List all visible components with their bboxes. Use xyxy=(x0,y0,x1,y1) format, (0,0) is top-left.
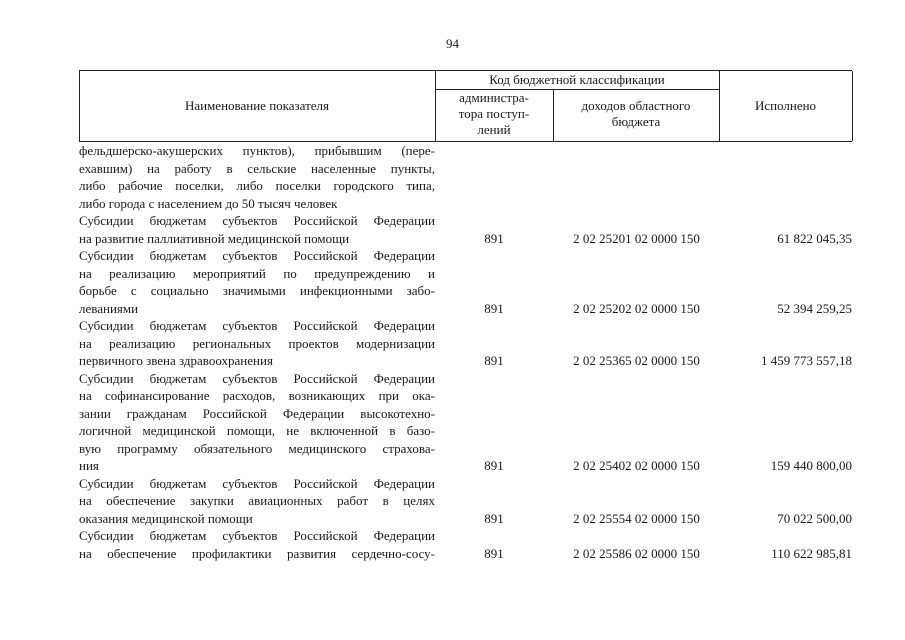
admin-code: 891 xyxy=(484,545,504,561)
header-executed-column: Исполнено xyxy=(754,98,817,113)
table-header xyxy=(79,70,852,142)
income-code: 2 02 25365 02 0000 150 xyxy=(573,353,700,368)
income-code: 2 02 25554 02 0000 150 xyxy=(573,510,700,526)
page-number: 94 xyxy=(446,36,459,51)
indicator-name: Субсидии бюджетам субъектов Российской Федерации на обеспечение закупки авиационных работ в целях оказания медицинской помощи xyxy=(79,475,435,526)
executed-amount: 159 440 800,00 xyxy=(770,458,852,473)
header-kbk-group: Код бюджетной классификации xyxy=(489,72,665,87)
income-code: 2 02 25402 02 0000 150 xyxy=(573,458,700,473)
income-code: 2 02 25201 02 0000 150 xyxy=(573,230,700,246)
header-income-column: доходов областного бюджета xyxy=(581,98,691,129)
header-name-column: Наименование показателя xyxy=(184,98,330,113)
admin-code: 891 xyxy=(484,510,504,526)
admin-code: 891 xyxy=(484,458,504,473)
header-admin-column: администра- тора поступ- лений xyxy=(458,90,530,137)
indicator-name: фельдшерско-акушерских пунктов), прибывшим (пере- ехавшим) на работу в сельские населенные пункты, либо рабочие поселки, либо поселки городского типа, либо города с населением до 50 тысяч человек xyxy=(79,143,435,211)
indicator-name: Субсидии бюджетам субъектов Российской Федерации на реализацию мероприятий по предупреждению и борьбе с социально значимыми инфекционными забо- леваниями xyxy=(79,248,435,316)
executed-amount: 110 622 985,81 xyxy=(771,545,852,561)
executed-amount: 70 022 500,00 xyxy=(777,510,852,526)
indicator-name: Субсидии бюджетам субъектов Российской Федерации на развитие паллиативной медицинской помощи xyxy=(79,213,435,246)
indicator-name: Субсидии бюджетам субъектов Российской Федерации на обеспечение профилактики развития сердечно-сосу- xyxy=(79,528,435,561)
admin-code: 891 xyxy=(484,300,504,316)
executed-amount: 52 394 259,25 xyxy=(777,300,852,316)
admin-code: 891 xyxy=(484,353,504,368)
income-code: 2 02 25586 02 0000 150 xyxy=(573,545,700,561)
indicator-name: Субсидии бюджетам субъектов Российской Федерации на софинансирование расходов, возникающих при ока- зании гражданам Российской Федерации высокотехно- логичной медицинской помощи, не включенной в базо- вую программу обязательного медицинского страхова- ния xyxy=(79,370,435,473)
admin-code: 891 xyxy=(484,230,504,246)
executed-amount: 61 822 045,35 xyxy=(777,230,852,246)
indicator-name: Субсидии бюджетам субъектов Российской Федерации на реализацию региональных проектов модернизации первичного звена здравоохранения xyxy=(79,318,435,368)
executed-amount: 1 459 773 557,18 xyxy=(761,353,852,368)
income-code: 2 02 25202 02 0000 150 xyxy=(573,300,700,316)
